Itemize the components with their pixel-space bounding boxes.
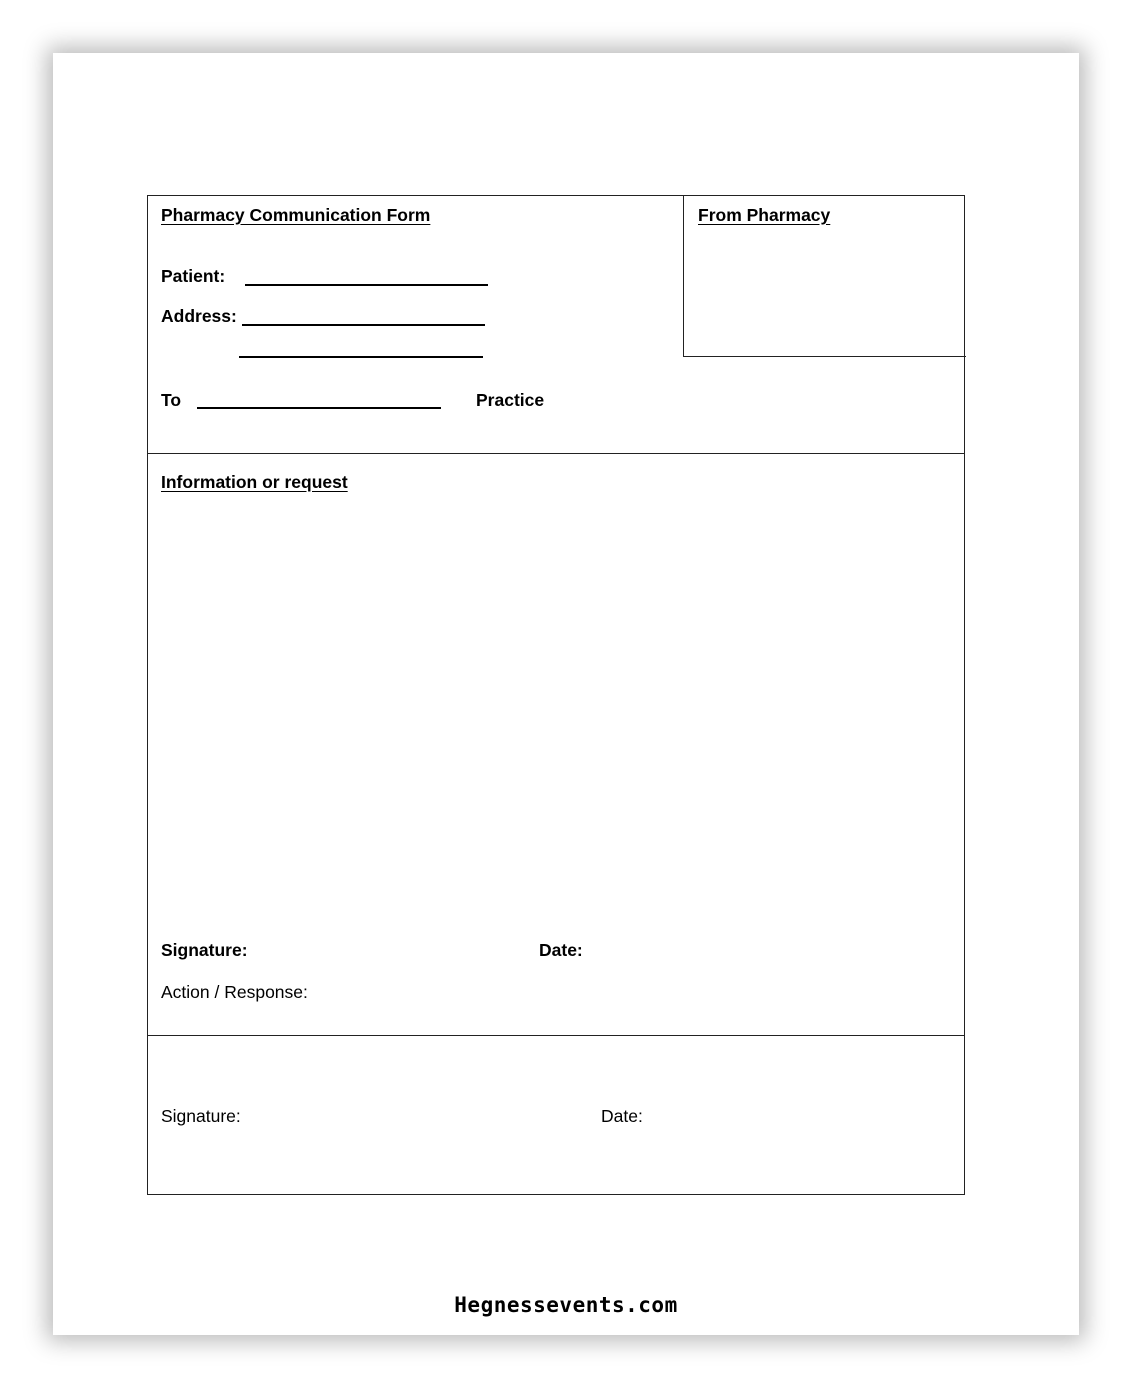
from-pharmacy-label: From Pharmacy bbox=[698, 205, 831, 225]
patient-label: Patient: bbox=[161, 266, 226, 286]
to-label: To bbox=[161, 390, 182, 410]
action-response-label: Action / Response: bbox=[161, 982, 308, 1002]
date-label: Date: bbox=[539, 940, 583, 960]
pharmacy-form bbox=[147, 195, 965, 1195]
address-field-line-1[interactable] bbox=[242, 324, 485, 326]
signature-label: Signature: bbox=[161, 940, 248, 960]
address-field-line-2[interactable] bbox=[239, 356, 483, 358]
practice-label: Practice bbox=[476, 390, 545, 410]
from-pharmacy-box bbox=[683, 196, 966, 357]
section-divider-1 bbox=[148, 453, 964, 454]
response-signature-label: Signature: bbox=[161, 1106, 241, 1126]
form-title: Pharmacy Communication Form bbox=[161, 205, 431, 225]
information-heading: Information or request bbox=[161, 472, 348, 492]
response-date-label: Date: bbox=[601, 1106, 643, 1126]
watermark: Hegnessevents.com bbox=[454, 1293, 678, 1317]
address-label: Address: bbox=[161, 306, 237, 326]
section-divider-2 bbox=[148, 1035, 964, 1036]
patient-field-line[interactable] bbox=[245, 284, 488, 286]
to-field-line[interactable] bbox=[197, 407, 441, 409]
